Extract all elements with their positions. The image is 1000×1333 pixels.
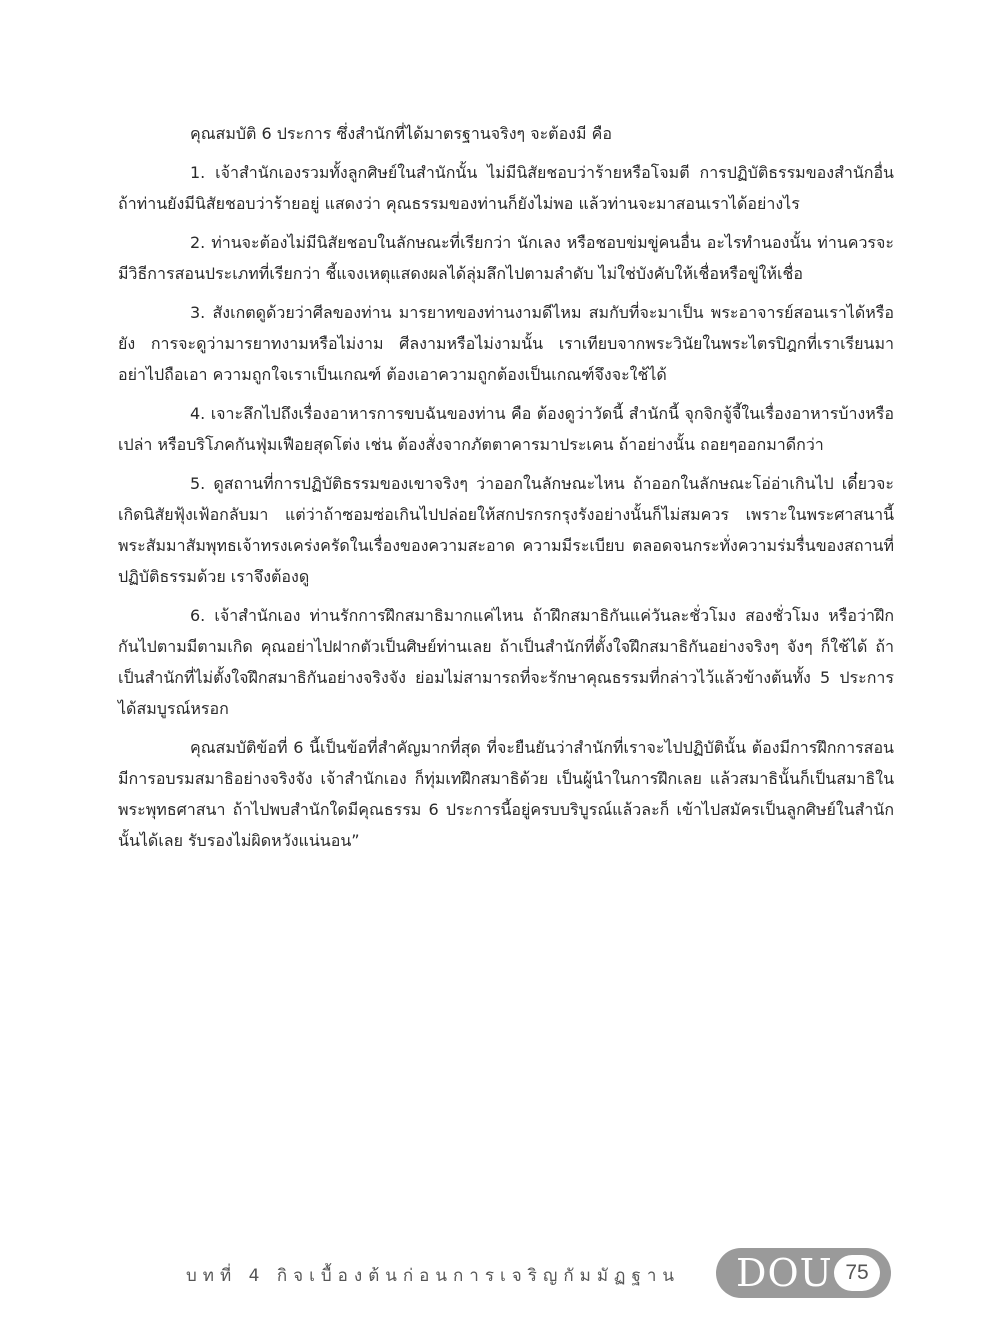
chapter-title: บทที่ 4 กิจเบื้องต้นก่อนการเจริญกัมมัฏฐาน (186, 1266, 681, 1286)
paragraph-item-4: 4. เจาะลึกไปถึงเรื่องอาหารการขบฉันของท่าน คือ ต้องดูว่าวัดนี้ สำนักนี้ จุกจิกจู้จี้ในเรื่องอาหารบ้างหรือเปล่า หรือบริโภคกันฟุ่มเฟือยสุดโต่ง เช่น ต้องสั่งจากภัตตาคารมาประเคน ถ้าอย่างนั้น ถอยๆออกมาดีกว่า (118, 404, 894, 454)
paragraph-item-3: 3. สังเกตดูด้วยว่าศีลของท่าน มารยาทของท่านงามดีไหม สมกับที่จะมาเป็น พระอาจารย์สอนเราได้หรือยัง การจะดูว่ามารยาทงามหรือไม่งาม ศีลงามหรือไม่งามนั้น เราเทียบจากพระวินัยในพระไตรปิฎกที่เราเรียนมา อย่าไปถือเอา ความถูกใจเราเป็นเกณฑ์ ต้องเอาความถูกต้องเป็นเกณฑ์จึงจะใช้ได้ (118, 303, 894, 384)
paragraph-item-5: 5. ดูสถานที่การปฏิบัติธรรมของเขาจริงๆ ว่าออกในลักษณะไหน ถ้าออกในลักษณะโอ่อ่าเกินไป เดี๋ยวจะเกิดนิสัยฟุ้งเฟ้อกลับมา แต่ว่าถ้าซอมซ่อเกินไปปล่อยให้สกปรกรกรุงรังอย่างนั้นก็ไม่สมควร เพราะในพระศาสนานี้ พระสัมมาสัมพุทธเจ้าทรงเคร่งครัดในเรื่องของความสะอาด ความมีระเบียบ ตลอดจนกระทั่งความร่มรื่นของสถานที่ปฏิบัติธรรมด้วย เราจึงต้องดู (118, 474, 894, 586)
paragraph-item-6: 6. เจ้าสำนักเอง ท่านรักการฝึกสมาธิมากแค่ไหน ถ้าฝึกสมาธิกันแค่วันละชั่วโมง สองชั่วโมง หรือว่าฝึกกันไปตามมีตามเกิด คุณอย่าไปฝากตัวเป็นศิษย์ท่านเลย ถ้าเป็นสำนักที่ตั้งใจฝึกสมาธิกันอย่างจริงๆ จังๆ ก็ใช้ได้ ถ้าเป็นสำนักที่ไม่ตั้งใจฝึกสมาธิกันอย่างจริงจัง ย่อมไม่สามารถที่จะรักษาคุณธรรมที่กล่าวไว้แล้วข้างต้นทั้ง 5 ประการได้สมบูรณ์หรอก (118, 606, 895, 718)
dou-logo-text: DOU (736, 1251, 833, 1295)
paragraph-item-2: 2. ท่านจะต้องไม่มีนิสัยชอบในลักษณะที่เรียกว่า นักเลง หรือชอบข่มขู่คนอื่น อะไรทำนองนั้น ท่านควรจะมีวิธีการสอนประเภทที่เรียกว่า ชี้แจงเหตุแสดงผลได้ลุ่มลึกไปตามลำดับ ไม่ใช่บังคับให้เชื่อหรือขู่ให้เชื่อ (118, 233, 894, 283)
conclusion-paragraph: คุณสมบัติข้อที่ 6 นี้เป็นข้อที่สำคัญมากที่สุด ที่จะยืนยันว่าสำนักที่เราจะไปปฏิบัตินั้น ต้องมีการฝึกการสอน มีการอบรมสมาธิอย่างจริงจัง เจ้าสำนักเอง ก็ทุ่มเทฝึกสมาธิด้วย เป็นผู้นำในการฝึกเลย แล้วสมาธินั้นก็เป็นสมาธิในพระพุทธศาสนา ถ้าไปพบสำนักใดมีคุณธรรม 6 ประการนี้อยู่ครบบริบูรณ์แล้วละก็ เข้าไปสมัครเป็นลูกศิษย์ในสำนักนั้นได้เลย รับรองไม่ผิดหวังแน่นอน” (118, 738, 894, 850)
page-number: 75 (834, 1255, 880, 1291)
paragraph-item-1: 1. เจ้าสำนักเองรวมทั้งลูกศิษย์ในสำนักนั้น ไม่มีนิสัยชอบว่าร้ายหรือโจมตี การปฏิบัติธรรมของสำนักอื่น ถ้าท่านยังมีนิสัยชอบว่าร้ายอยู่ แสดงว่า คุณธรรมของท่านก็ยังไม่พอ แล้วท่านจะมาสอนเราได้อย่างไร (118, 163, 894, 213)
document-body (118, 118, 894, 864)
dou-logo-badge (716, 1248, 891, 1298)
page-footer (0, 1248, 1000, 1300)
intro-paragraph: คุณสมบัติ 6 ประการ ซึ่งสำนักที่ได้มาตรฐานจริงๆ จะต้องมี คือ (190, 124, 612, 143)
